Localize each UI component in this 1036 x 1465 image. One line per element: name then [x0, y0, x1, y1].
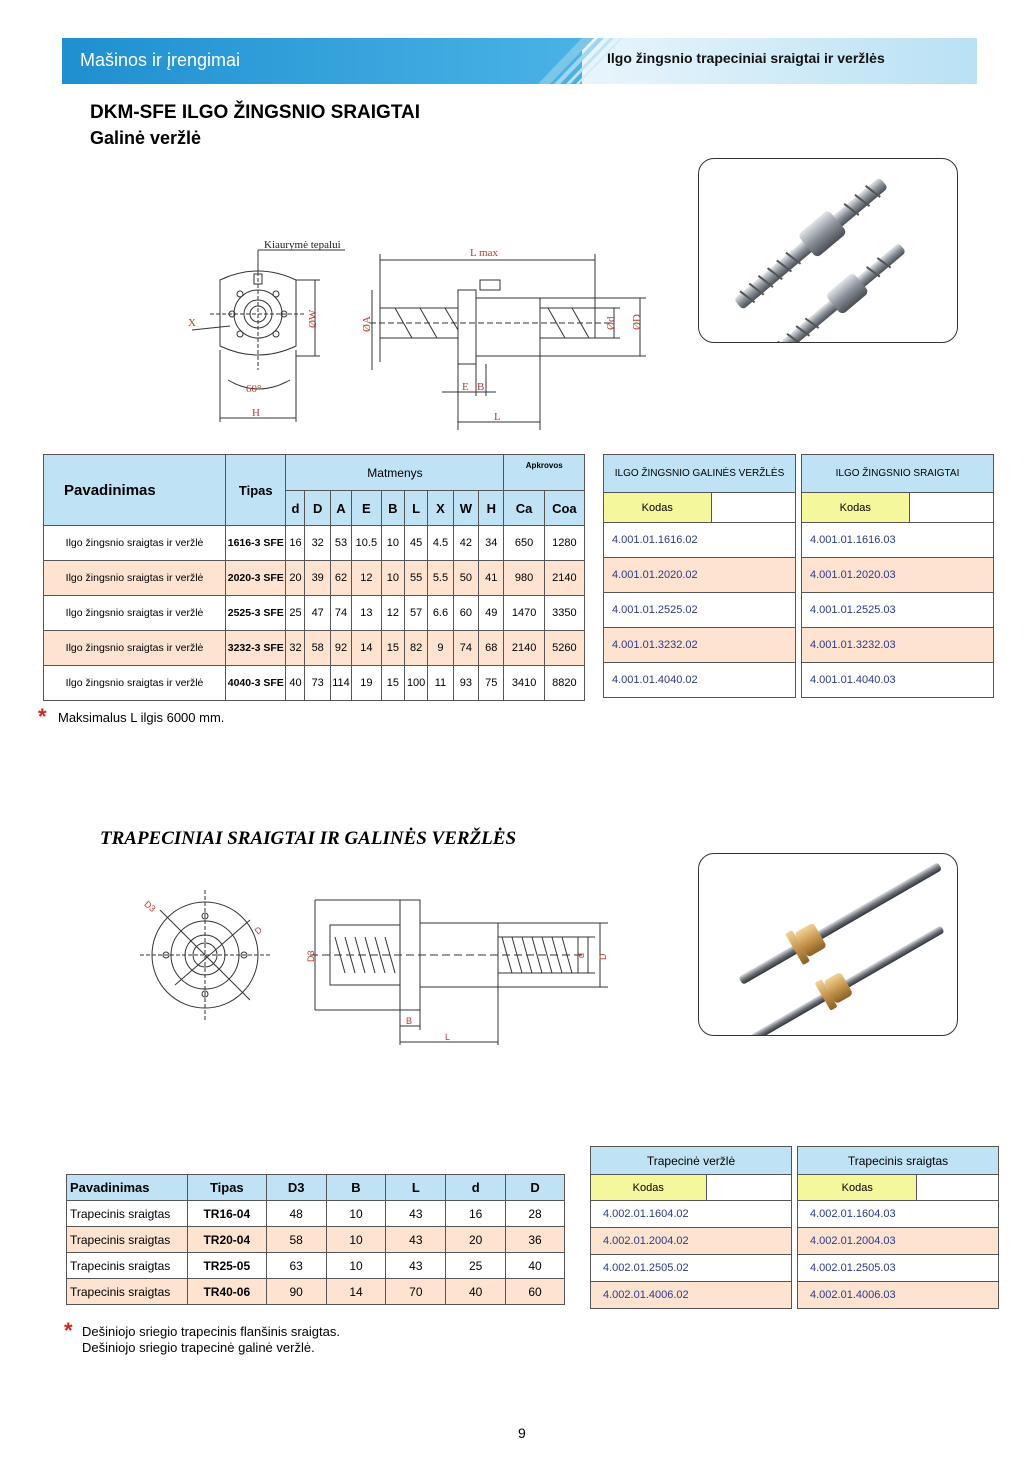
product-code: 4.002.01.2004.02 [591, 1228, 792, 1255]
product-code: 4.002.01.2505.02 [591, 1255, 792, 1282]
product-code: 4.001.01.2525.03 [802, 593, 994, 628]
label-l: L [494, 411, 501, 423]
code-row [802, 523, 994, 558]
dimension-value: 63 [266, 1253, 326, 1279]
trapezoidal-nut-codes-title: Trapecinė veržlė [591, 1147, 792, 1175]
col-header: L [386, 1175, 446, 1201]
dimension-value: 45 [404, 526, 427, 561]
product-code: 4.002.01.2004.03 [798, 1228, 999, 1255]
trapezoidal-spec-table [66, 1174, 565, 1305]
dimension-value: 15 [381, 631, 404, 666]
ballscrew-nut-drawing [180, 230, 660, 430]
dimension-value: 10.5 [352, 526, 382, 561]
dimension-value: 11 [428, 666, 453, 701]
product-type: TR16-04 [187, 1201, 266, 1227]
ballscrew-spec-rows [44, 526, 585, 701]
dimension-value: 43 [386, 1253, 446, 1279]
product-code: 4.001.01.3232.03 [802, 628, 994, 663]
dimension-value: 15 [381, 666, 404, 701]
dimension-value: 74 [453, 631, 478, 666]
code-row [604, 558, 796, 593]
code-row [798, 1228, 999, 1255]
code-row [802, 593, 994, 628]
code-row [798, 1282, 999, 1309]
dimension-value: 82 [404, 631, 427, 666]
product-code: 4.001.01.2020.03 [802, 558, 994, 593]
trapezoidal-spec-rows [67, 1201, 565, 1305]
product-name: Ilgo žingsnio sraigtas ir veržlė [44, 666, 226, 701]
col-header-dim: D [305, 491, 330, 526]
dimension-value: 40 [446, 1279, 506, 1305]
dimension-value: 5.5 [428, 561, 453, 596]
code-row [802, 558, 994, 593]
col-header: D [506, 1175, 565, 1201]
col-header: D3 [266, 1175, 326, 1201]
screw-codes-table [801, 454, 994, 698]
asterisk-icon: * [64, 1318, 73, 1343]
table-row [67, 1227, 565, 1253]
section2-title: TRAPECINIAI SRAIGTAI IR GALINĖS VERŽLĖS [100, 828, 517, 849]
dimension-value: 14 [326, 1279, 386, 1305]
dimension-value: 4.5 [428, 526, 453, 561]
nut-codes-table [603, 454, 796, 698]
dimension-value: 90 [266, 1279, 326, 1305]
dimension-value: 8820 [544, 666, 584, 701]
code-row [604, 663, 796, 698]
dimension-value: 16 [446, 1201, 506, 1227]
product-name: Ilgo žingsnio sraigtas ir veržlė [44, 631, 226, 666]
product-type: 2525-3 SFE [226, 596, 286, 631]
label-w: ØW [307, 309, 319, 328]
blank-cell [706, 1175, 792, 1201]
product-name: Ilgo žingsnio sraigtas ir veržlė [44, 526, 226, 561]
dimension-value: 3410 [504, 666, 544, 701]
label-a: ØA [361, 316, 373, 332]
label-b: B [477, 381, 485, 393]
dimension-value: 20 [286, 561, 305, 596]
section1-note: Maksimalus L ilgis 6000 mm. [58, 710, 225, 725]
dimension-value: 41 [479, 561, 504, 596]
trapezoidal-screw-codes-title: Trapecinis sraigtas [798, 1147, 999, 1175]
trapezoidal-header-row [67, 1175, 565, 1201]
product-type: 1616-3 SFE [226, 526, 286, 561]
product-name: Trapecinis sraigtas [67, 1227, 188, 1253]
trapezoidal-illustration [699, 854, 958, 1036]
trapezoidal-screw-codes-rows [798, 1201, 999, 1309]
product-code: 4.002.01.2505.03 [798, 1255, 999, 1282]
product-code: 4.002.01.4006.03 [798, 1282, 999, 1309]
dimension-value: 49 [479, 596, 504, 631]
dimension-value: 10 [326, 1201, 386, 1227]
dimension-value: 58 [305, 631, 330, 666]
col-header-dim: W [453, 491, 478, 526]
dimension-value: 12 [352, 561, 382, 596]
dimension-value: 39 [305, 561, 330, 596]
col-header-dim: H [479, 491, 504, 526]
trapezoidal-screw-codes-table [797, 1146, 999, 1309]
dimension-value: 36 [506, 1227, 565, 1253]
kodas-label: Kodas [798, 1175, 917, 1201]
code-row [591, 1201, 792, 1228]
product-code: 4.001.01.4040.02 [604, 663, 796, 698]
label-d-circle: D [252, 924, 265, 937]
screw-codes-rows [802, 523, 994, 698]
table-row [44, 561, 585, 596]
dimension-value: 48 [266, 1201, 326, 1227]
col-header-load: Ca [504, 491, 544, 526]
dimension-value: 114 [330, 666, 351, 701]
col-header-dimensions: Matmenys [286, 455, 504, 491]
screw-codes-title: ILGO ŽINGSNIO SRAIGTAI [802, 455, 994, 493]
code-row [798, 1201, 999, 1228]
nut-codes-rows [604, 523, 796, 698]
product-type: 3232-3 SFE [226, 631, 286, 666]
label-lmax: L max [470, 247, 498, 259]
page-header [62, 38, 977, 84]
label-d-big: ØD [631, 314, 643, 330]
code-row [591, 1282, 792, 1309]
dimension-value: 12 [381, 596, 404, 631]
product-type: TR20-04 [187, 1227, 266, 1253]
dimension-value: 60 [506, 1279, 565, 1305]
product-name: Ilgo žingsnio sraigtas ir veržlė [44, 596, 226, 631]
dimension-value: 100 [404, 666, 427, 701]
blank-cell [909, 493, 993, 523]
dimension-value: 40 [286, 666, 305, 701]
col-header-loads: Apkrovos [504, 455, 585, 491]
product-name: Trapecinis sraigtas [67, 1279, 188, 1305]
asterisk-icon: * [38, 704, 47, 729]
code-row [604, 593, 796, 628]
dimension-value: 74 [330, 596, 351, 631]
product-code: 4.001.01.2525.02 [604, 593, 796, 628]
dimension-value: 16 [286, 526, 305, 561]
label-d-big: D [598, 953, 608, 960]
col-header-dim: d [286, 491, 305, 526]
trapezoidal-nut-codes-table [590, 1146, 792, 1309]
col-header: Pavadinimas [67, 1175, 188, 1201]
dimension-value: 32 [305, 526, 330, 561]
col-header: B [326, 1175, 386, 1201]
col-header: Tipas [187, 1175, 266, 1201]
dimension-value: 10 [381, 561, 404, 596]
product-name: Trapecinis sraigtas [67, 1201, 188, 1227]
dimension-value: 50 [453, 561, 478, 596]
section1-subtitle: Galinė veržlė [90, 128, 202, 148]
section2-note-2: Dešiniojo sriegio trapecinė galinė veržlė. [82, 1340, 315, 1355]
product-name: Ilgo žingsnio sraigtas ir veržlė [44, 561, 226, 596]
col-header-dim: X [428, 491, 453, 526]
label-l: L [445, 1032, 451, 1042]
dimension-value: 53 [330, 526, 351, 561]
dimension-value: 10 [326, 1253, 386, 1279]
table-row [44, 631, 585, 666]
dimension-value: 25 [286, 596, 305, 631]
product-code: 4.002.01.1604.03 [798, 1201, 999, 1228]
col-header-type: Tipas [226, 455, 286, 526]
dimension-value: 25 [446, 1253, 506, 1279]
dimension-value: 13 [352, 596, 382, 631]
section1-title: DKM-SFE ILGO ŽINGSNIO SRAIGTAI [90, 102, 421, 123]
dimension-value: 58 [266, 1227, 326, 1253]
header-category: Mašinos ir įrengimai [80, 50, 241, 70]
dimension-value: 19 [352, 666, 382, 701]
dimension-value: 3350 [544, 596, 584, 631]
trapezoidal-photo [698, 853, 958, 1036]
product-name: Trapecinis sraigtas [67, 1253, 188, 1279]
col-header-dim: E [352, 491, 382, 526]
product-code: 4.001.01.3232.02 [604, 628, 796, 663]
dimension-value: 47 [305, 596, 330, 631]
label-d-small: Ød [605, 316, 617, 330]
dimension-value: 10 [326, 1227, 386, 1253]
product-code: 4.001.01.2020.02 [604, 558, 796, 593]
trapezoidal-nut-drawing [130, 880, 620, 1055]
dimension-value: 650 [504, 526, 544, 561]
kodas-label: Kodas [604, 493, 712, 523]
label-b: B [406, 1016, 413, 1026]
product-code: 4.001.01.1616.02 [604, 523, 796, 558]
code-row [802, 663, 994, 698]
code-row [604, 523, 796, 558]
dimension-value: 43 [386, 1227, 446, 1253]
section2-note-1: Dešiniojo sriegio trapecinis flanšinis sraigtas. [82, 1324, 340, 1339]
product-type: TR25-05 [187, 1253, 266, 1279]
col-header: d [446, 1175, 506, 1201]
label-d-small: d [576, 952, 586, 958]
dimension-value: 980 [504, 561, 544, 596]
code-row [798, 1255, 999, 1282]
product-code: 4.001.01.1616.03 [802, 523, 994, 558]
trapezoidal-nut-codes-rows [591, 1201, 792, 1309]
dimension-value: 2140 [544, 561, 584, 596]
product-code: 4.001.01.4040.03 [802, 663, 994, 698]
dimension-value: 14 [352, 631, 382, 666]
dimension-value: 10 [381, 526, 404, 561]
product-code: 4.002.01.4006.02 [591, 1282, 792, 1309]
blank-cell [917, 1175, 999, 1201]
label-angle: 60° [246, 383, 262, 395]
code-row [802, 628, 994, 663]
dimension-value: 1280 [544, 526, 584, 561]
dimension-value: 43 [386, 1201, 446, 1227]
dimension-value: 93 [453, 666, 478, 701]
dimension-value: 2140 [504, 631, 544, 666]
ballscrew-spec-table [43, 454, 585, 701]
product-type: TR40-06 [187, 1279, 266, 1305]
dimension-value: 73 [305, 666, 330, 701]
dimension-value: 57 [404, 596, 427, 631]
table-row [67, 1201, 565, 1227]
table-row [67, 1279, 565, 1305]
code-row [591, 1255, 792, 1282]
label-lubrication: Kiaurymė tepalui [264, 239, 341, 251]
dimension-value: 75 [479, 666, 504, 701]
product-type: 4040-3 SFE [226, 666, 286, 701]
dimension-value: 28 [506, 1201, 565, 1227]
dimension-value: 40 [506, 1253, 565, 1279]
product-type: 2020-3 SFE [226, 561, 286, 596]
dimension-value: 9 [428, 631, 453, 666]
header-section-title: Ilgo žingsnio trapeciniai sraigtai ir veržlės [607, 50, 885, 66]
product-code: 4.002.01.1604.02 [591, 1201, 792, 1228]
dimension-value: 70 [386, 1279, 446, 1305]
dimension-value: 62 [330, 561, 351, 596]
label-e: E [462, 381, 469, 393]
table-row [67, 1253, 565, 1279]
page-number: 9 [518, 1425, 526, 1441]
dimension-value: 42 [453, 526, 478, 561]
dimension-value: 60 [453, 596, 478, 631]
col-header-name: Pavadinimas [44, 455, 226, 526]
table-row [44, 666, 585, 701]
blank-cell [711, 493, 795, 523]
ballscrew-illustration [699, 159, 958, 343]
nut-codes-title: ILGO ŽINGSNIO GALINĖS VERŽLĖS [604, 455, 796, 493]
label-d3-circle: D3 [142, 898, 158, 914]
label-x: X [188, 317, 196, 329]
dimension-value: 34 [479, 526, 504, 561]
code-row [591, 1228, 792, 1255]
dimension-value: 32 [286, 631, 305, 666]
dimension-value: 5260 [544, 631, 584, 666]
label-d3: D3 [306, 950, 316, 962]
dimension-value: 92 [330, 631, 351, 666]
kodas-label: Kodas [802, 493, 910, 523]
col-header-dim: A [330, 491, 351, 526]
col-header-dim: B [381, 491, 404, 526]
dimension-value: 20 [446, 1227, 506, 1253]
label-h: H [252, 407, 260, 419]
dimension-value: 68 [479, 631, 504, 666]
dimension-value: 55 [404, 561, 427, 596]
ballscrew-photo [698, 158, 958, 343]
code-row [604, 628, 796, 663]
table-row [44, 596, 585, 631]
table-row [44, 526, 585, 561]
dimension-value: 6.6 [428, 596, 453, 631]
kodas-label: Kodas [591, 1175, 707, 1201]
col-header-dim: L [404, 491, 427, 526]
col-header-load: Coa [544, 491, 584, 526]
dimension-value: 1470 [504, 596, 544, 631]
